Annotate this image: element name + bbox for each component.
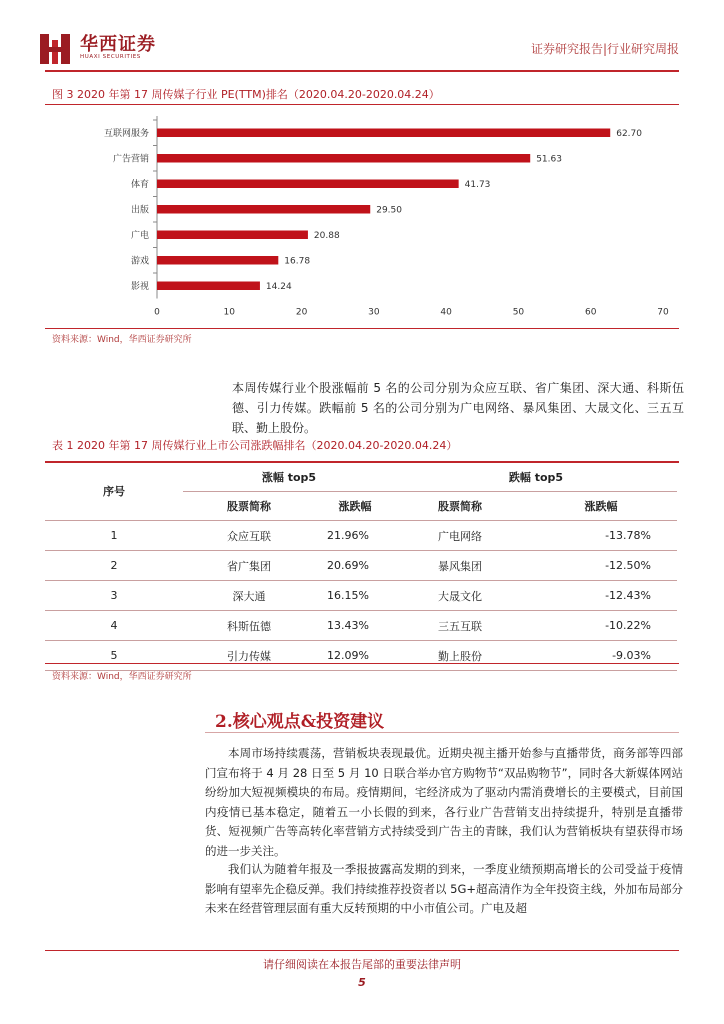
table-row [45,611,677,641]
table-row [45,581,677,611]
down-change: -13.78% [525,521,677,551]
x-tick-label: 50 [512,307,525,318]
section-title: 2.核心观点&投资建议 [215,712,385,732]
report-type: 证券研究报告|行业研究周报 [530,42,679,56]
footer-divider [45,950,679,951]
data-label: 16.78 [284,256,311,267]
up-name: 省广集团 [183,551,315,581]
figure-source-divider [45,328,679,329]
bar [157,282,260,291]
category-label: 影视 [130,281,149,292]
down-name: 暴风集团 [395,551,525,581]
bar [157,129,610,138]
up-change: 12.09% [315,641,395,671]
header-index: 序号 [45,462,183,521]
header-divider [45,70,679,72]
down-change: -12.43% [525,581,677,611]
category-label: 广告营销 [112,154,149,165]
category-label: 互联网服务 [103,128,149,139]
header-up-name: 股票简称 [183,492,315,521]
down-name: 广电网络 [395,521,525,551]
table-source: 资料来源：Wind，华西证券研究所 [52,672,192,682]
logo-text: 华西证券 [80,34,156,55]
table-bottom-border [45,663,679,664]
change-ranking-table [45,462,677,671]
row-index: 1 [45,521,183,551]
down-change: -10.22% [525,611,677,641]
page-number: 5 [358,976,366,989]
data-label: 14.24 [265,281,292,292]
up-change: 16.15% [315,581,395,611]
bar [157,180,459,189]
x-tick-label: 40 [440,307,452,318]
up-name: 众应互联 [183,521,315,551]
header-down-name: 股票简称 [395,492,525,521]
figure-title-divider [45,104,679,105]
pe-ranking-chart [45,112,677,324]
row-index: 5 [45,641,183,671]
table-row [45,641,677,671]
x-tick-label: 20 [295,307,308,318]
header-up-change: 涨跌幅 [315,492,395,521]
data-label: 41.73 [464,179,491,190]
figure-title: 图 3 2020 年第 17 周传媒子行业 PE(TTM)排名（2020.04.20-2020.04.24） [52,88,440,101]
row-index: 2 [45,551,183,581]
section-paragraph-2: 我们认为随着年报及一季报披露高发期的到来，一季度业绩预期高增长的公司受益于疫情影响有望率先企稳反弹。我们持续推荐投资者以 5G+超高清作为全年投资主线，外加布局部分未来在经营管理层面有重大反转预期的中小市值公司。广电及超 [205,862,683,915]
up-change: 20.69% [315,551,395,581]
table-row [45,551,677,581]
section-paragraph-1: 本周市场持续震荡，营销板块表现最优。近期央视主播开始参与直播带货，商务部等四部门宣布将于 4 月 28 日至 5 月 10 日联合举办官方购物节“双品购物节”，同时各大新媒体网站纷纷加大短视频模块的布局。疫情期间，宅经济成为了驱动内需消费增长的主要模式，目前国内疫情已基本稳定，随着五一小长假的到来，各行业广告营销支出持续提升，特别是直播带货、短视频广告等高转化率营销方式持续受到广告主的青睐，我们认为营销板块有望获得市场的进一步关注。 [205,746,683,858]
x-tick-label: 0 [154,307,160,318]
up-name: 引力传媒 [183,641,315,671]
down-change: -12.50% [525,551,677,581]
up-change: 13.43% [315,611,395,641]
bar [157,231,308,240]
data-label: 51.63 [536,154,562,165]
x-tick-label: 60 [584,307,597,318]
category-label: 游戏 [130,256,149,267]
logo-icon [40,34,70,64]
category-label: 广电 [130,230,149,241]
up-name: 科斯伍德 [183,611,315,641]
legal-notice: 请仔细阅读在本报告尾部的重要法律声明 [263,958,461,971]
x-tick-label: 10 [223,307,236,318]
figure-source: 资料来源：Wind，华西证券研究所 [52,335,192,345]
data-label: 62.70 [616,128,642,139]
bar [157,256,278,265]
row-index: 4 [45,611,183,641]
logo-subtext: HUAXI SECURITIES [80,54,141,60]
header-down-change: 涨跌幅 [525,492,677,521]
section-title-underline [205,732,679,733]
table-title: 表 1 2020 年第 17 周传媒行业上市公司涨跌幅排名（2020.04.20-2020.04.24） [52,439,458,452]
category-label: 体育 [130,179,149,190]
bar [157,154,530,163]
row-index: 3 [45,581,183,611]
table-row [45,521,677,551]
down-change: -9.03% [525,641,677,671]
header-down-group: 跌幅 top5 [395,462,677,492]
up-change: 21.96% [315,521,395,551]
category-label: 出版 [130,205,149,216]
down-name: 大晟文化 [395,581,525,611]
down-name: 勤上股份 [395,641,525,671]
data-label: 20.88 [313,230,340,241]
data-label: 29.50 [376,205,403,216]
intro-paragraph: 本周传媒行业个股涨幅前 5 名的公司分别为众应互联、省广集团、深大通、科斯伍德、引力传媒。跌幅前 5 名的公司分别为广电网络、暴风集团、大晟文化、三五互联、勤上股份。 [232,381,684,435]
up-name: 深大通 [183,581,315,611]
x-tick-label: 30 [368,307,380,318]
x-tick-label: 70 [657,307,669,318]
bar [157,205,370,214]
down-name: 三五互联 [395,611,525,641]
header-up-group: 涨幅 top5 [183,462,395,492]
